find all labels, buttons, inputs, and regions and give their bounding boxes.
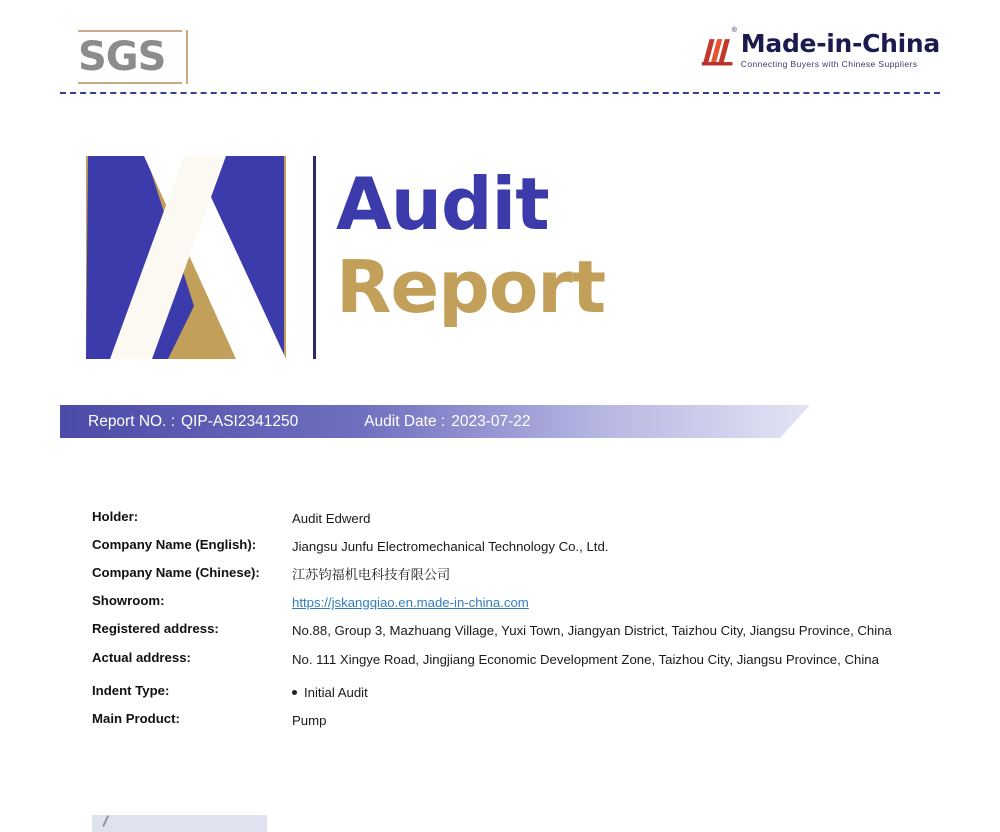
showroom-link[interactable]: https://jskangqiao.en.made-in-china.com — [292, 595, 529, 610]
showroom-value — [292, 592, 922, 613]
made-in-china-mark-icon — [701, 34, 735, 68]
holder-label: Holder: — [92, 509, 139, 524]
indent-type-text: Initial Audit — [304, 685, 368, 700]
made-in-china-subtitle: Connecting Buyers with Chinese Suppliers — [740, 59, 918, 69]
company-english-value: Jiangsu Junfu Electromechanical Technology Co., Ltd. — [292, 539, 609, 554]
actual-address-label: Actual address: — [92, 650, 191, 665]
info-row-actual-address — [92, 649, 922, 670]
title-divider — [313, 156, 316, 359]
title-line-report: Report — [336, 245, 606, 329]
info-row-registered-address — [92, 620, 922, 641]
sgs-rule-bottom — [78, 82, 182, 84]
registered-address-value: No.88, Group 3, Mazhuang Village, Yuxi Town, Jiangyan District, Taizhou City, Jiangsu Province, China — [292, 623, 892, 638]
info-row-indent-type — [92, 682, 922, 703]
audit-date-value: 2023-07-22 — [451, 412, 531, 430]
company-chinese-value: 江苏钧福机电科技有限公司 — [292, 567, 451, 582]
sgs-rule-vertical — [186, 30, 188, 84]
report-title — [336, 164, 605, 330]
info-row-company-english — [92, 536, 922, 557]
made-in-china-wordmark — [731, 27, 940, 69]
report-no-value: QIP-ASI2341250 — [181, 412, 299, 430]
title-line-audit: Audit — [336, 162, 549, 246]
report-meta-bar — [60, 405, 810, 438]
sgs-logo-text: SGS — [78, 34, 166, 80]
sgs-logo — [78, 30, 198, 86]
title-block — [86, 156, 646, 361]
report-no-label: Report NO. : — [88, 412, 175, 430]
audit-emblem-graphic — [86, 156, 286, 359]
info-row-main-product — [92, 710, 922, 731]
indent-type-label: Indent Type: — [92, 683, 170, 698]
registered-mark: ® — [731, 27, 737, 34]
emblem-icon — [86, 156, 286, 359]
audit-date-label: Audit Date : — [364, 412, 446, 430]
made-in-china-title: Made-in-China — [740, 29, 940, 58]
page-header — [60, 22, 940, 94]
main-product-label: Main Product: — [92, 711, 180, 726]
bullet-icon — [292, 690, 297, 695]
company-chinese-label: Company Name (Chinese): — [92, 565, 260, 580]
registered-address-label: Registered address: — [92, 621, 219, 636]
cropped-section-header — [92, 815, 267, 832]
main-product-value: Pump — [292, 713, 327, 728]
showroom-label: Showroom: — [92, 593, 165, 608]
actual-address-value: No. 111 Xingye Road, Jingjiang Economic Development Zone, Taizhou City, Jiangsu Province, China — [292, 652, 879, 667]
indent-type-value — [292, 682, 922, 703]
info-row-holder — [92, 508, 922, 529]
made-in-china-logo — [701, 27, 940, 84]
header-divider — [60, 92, 940, 94]
check-icon — [102, 815, 122, 832]
holder-value: Audit Edwerd — [292, 511, 371, 526]
sgs-rule-top — [78, 30, 182, 32]
info-row-showroom — [92, 592, 922, 613]
company-english-label: Company Name (English): — [92, 537, 257, 552]
company-info-table — [92, 508, 922, 738]
info-row-company-chinese — [92, 564, 922, 585]
report-meta-bar-content — [60, 405, 810, 438]
